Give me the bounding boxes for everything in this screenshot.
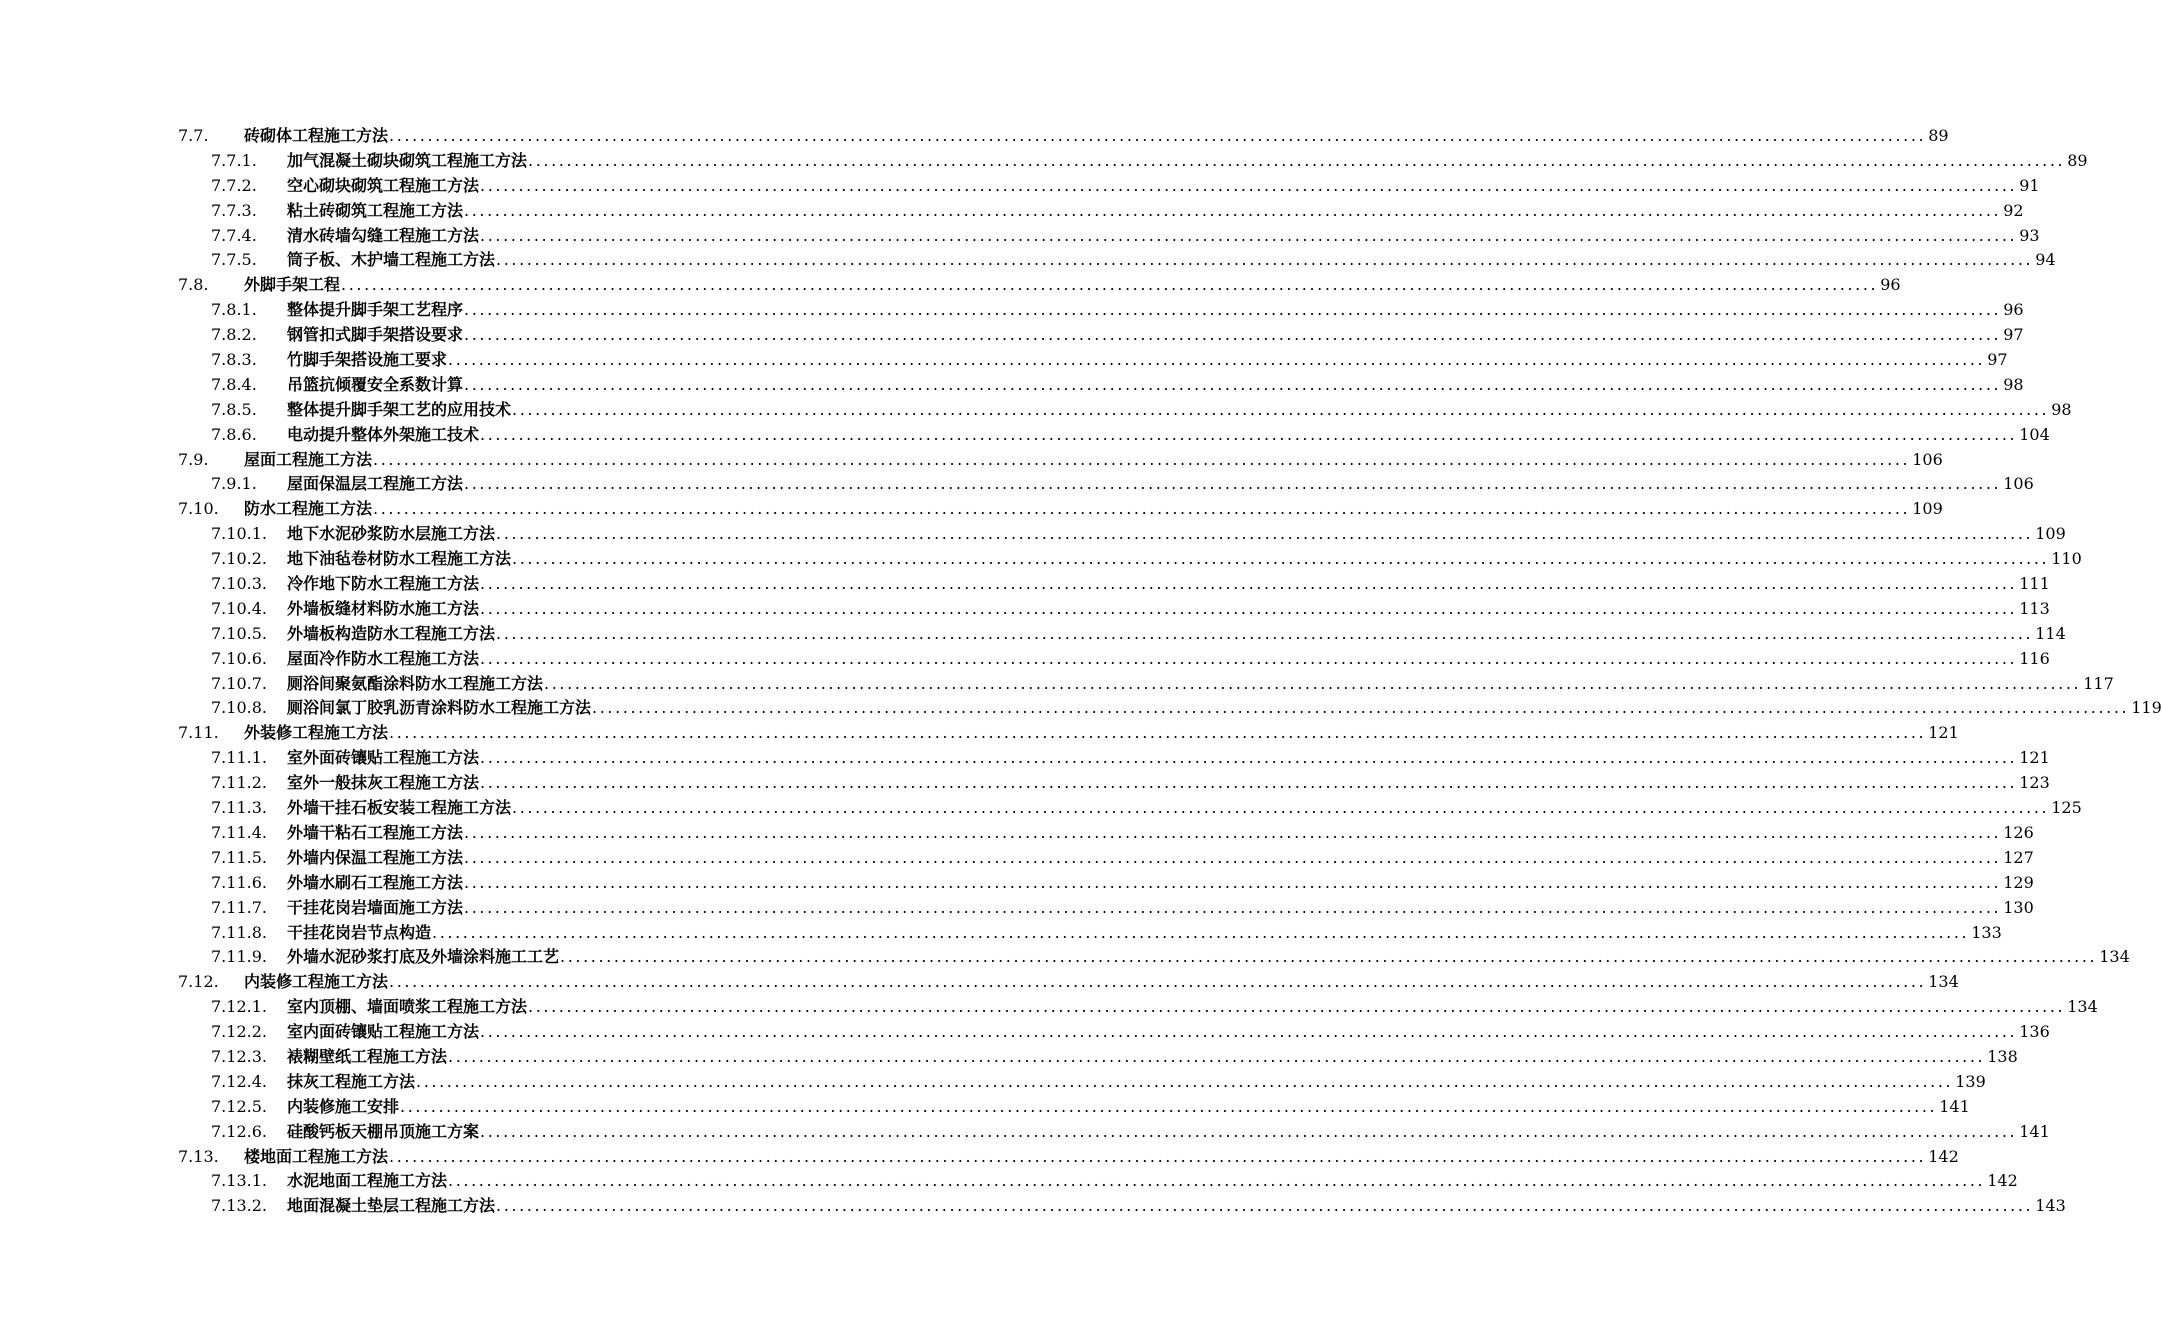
toc-page-number: 129 xyxy=(2003,872,2034,892)
toc-entry-line xyxy=(211,224,2040,249)
toc-section-title: 内装修施工安排 xyxy=(287,1096,400,1116)
toc-page-number: 111 xyxy=(2019,574,2050,594)
toc-section-number: 7.12.5. xyxy=(211,1096,267,1116)
toc-entry-line xyxy=(211,796,2082,821)
toc-entry-line xyxy=(211,647,2050,672)
toc-section-title: 水泥地面工程施工方法 xyxy=(287,1171,448,1191)
toc-section-number: 7.12.6. xyxy=(211,1121,267,1141)
toc-dot-leader: ........................................................................................................................................................................................................ xyxy=(544,673,2082,693)
toc-entry-line xyxy=(211,622,2066,647)
toc-entry[interactable] xyxy=(0,821,2034,846)
toc-page-number: 96 xyxy=(1880,275,1901,295)
toc-section-title: 室外面砖镶贴工程施工方法 xyxy=(287,748,480,768)
toc-section-title: 空心砌块砌筑工程施工方法 xyxy=(287,175,480,195)
toc-entry-line xyxy=(178,124,1949,149)
toc-dot-leader: ........................................................................................................................................................................................................ xyxy=(341,275,1879,295)
toc-section-title: 外墙干挂石板安装工程施工方法 xyxy=(287,798,512,818)
toc-dot-leader: ........................................................................................................................................................................................................ xyxy=(480,598,2018,618)
toc-section-number: 7.13. xyxy=(178,1146,219,1166)
toc-section-title: 屋面保温层工程施工方法 xyxy=(287,474,464,494)
toc-entry[interactable] xyxy=(0,224,2040,249)
toc-page-number: 121 xyxy=(1928,723,1959,743)
toc-page-number: 113 xyxy=(2019,598,2050,618)
toc-dot-leader: ........................................................................................................................................................................................................ xyxy=(496,623,2034,643)
toc-entry-line xyxy=(211,572,2050,597)
toc-dot-leader: ........................................................................................................................................................................................................ xyxy=(448,1171,1986,1191)
toc-page-number: 116 xyxy=(2019,648,2050,668)
toc-entry-line xyxy=(211,696,2162,721)
toc-dot-leader: ........................................................................................................................................................................................................ xyxy=(389,1146,1927,1166)
toc-page-number: 123 xyxy=(2019,773,2050,793)
toc-section-number: 7.8.6. xyxy=(211,424,257,444)
toc-page-number: 134 xyxy=(2067,997,2098,1017)
toc-entry-line xyxy=(211,821,2034,846)
toc-page-number: 89 xyxy=(1928,126,1949,145)
toc-entry-line xyxy=(178,970,1959,995)
toc-entry[interactable] xyxy=(0,149,2088,174)
toc-dot-leader: ........................................................................................................................................................................................................ xyxy=(592,698,2130,718)
toc-section-title: 外墙内保温工程施工方法 xyxy=(287,847,464,867)
toc-section-title: 外装修工程施工方法 xyxy=(244,723,389,743)
toc-dot-leader: ........................................................................................................................................................................................................ xyxy=(512,399,2050,419)
toc-entry-line xyxy=(211,348,2008,373)
toc-section-number: 7.10.5. xyxy=(211,623,267,643)
toc-entry[interactable] xyxy=(0,448,1943,473)
toc-entry[interactable] xyxy=(0,995,2098,1020)
toc-section-title: 筒子板、木护墙工程施工方法 xyxy=(287,250,496,270)
toc-dot-leader: ........................................................................................................................................................................................................ xyxy=(464,847,2002,867)
toc-entry-line xyxy=(211,746,2050,771)
toc-entry-line xyxy=(211,373,2024,398)
toc-entry[interactable] xyxy=(0,1145,1959,1170)
toc-entry[interactable] xyxy=(0,871,2034,896)
toc-page-number: 94 xyxy=(2035,250,2056,270)
toc-section-title: 抹灰工程施工方法 xyxy=(287,1071,416,1091)
toc-entry-line xyxy=(211,1020,2050,1045)
toc-entry[interactable] xyxy=(0,124,1949,149)
toc-entry[interactable] xyxy=(0,547,2082,572)
toc-section-title: 吊篮抗倾覆安全系数计算 xyxy=(287,374,464,394)
toc-page-number: 143 xyxy=(2035,1196,2066,1216)
toc-entry-line xyxy=(211,995,2098,1020)
toc-section-number: 7.7.4. xyxy=(211,225,257,245)
toc-entry[interactable] xyxy=(0,1194,2066,1219)
toc-section-title: 粘土砖砌筑工程施工方法 xyxy=(287,200,464,220)
toc-entry[interactable] xyxy=(0,721,1959,746)
toc-section-number: 7.8.3. xyxy=(211,350,257,370)
toc-entry[interactable] xyxy=(0,921,2002,946)
toc-section-title: 干挂花岗岩节点构造 xyxy=(287,922,432,942)
toc-entry[interactable] xyxy=(0,896,2034,921)
toc-section-number: 7.13.1. xyxy=(211,1171,267,1191)
toc-page-number: 127 xyxy=(2003,847,2034,867)
toc-dot-leader: ........................................................................................................................................................................................................ xyxy=(448,1046,1986,1066)
toc-dot-leader: ........................................................................................................................................................................................................ xyxy=(464,200,2002,220)
toc-section-number: 7.11.8. xyxy=(211,922,267,942)
toc-section-number: 7.9. xyxy=(178,449,209,469)
toc-section-number: 7.7.2. xyxy=(211,175,257,195)
toc-entry-line xyxy=(211,921,2002,946)
toc-page-number: 139 xyxy=(1955,1071,1986,1091)
toc-entry-line xyxy=(178,497,1943,522)
toc-entry[interactable] xyxy=(0,1070,1986,1095)
toc-section-number: 7.8.4. xyxy=(211,374,257,394)
toc-section-number: 7.11.7. xyxy=(211,897,267,917)
toc-page-number: 117 xyxy=(2083,673,2114,693)
toc-entry[interactable] xyxy=(0,572,2050,597)
toc-section-title: 外墙干粘石工程施工方法 xyxy=(287,822,464,842)
toc-page-number: 134 xyxy=(1928,972,1959,992)
toc-section-number: 7.11.4. xyxy=(211,822,267,842)
toc-entry-line xyxy=(211,323,2024,348)
toc-dot-leader: ........................................................................................................................................................................................................ xyxy=(416,1071,1954,1091)
toc-section-title: 整体提升脚手架工艺程序 xyxy=(287,300,464,320)
toc-section-title: 地面混凝土垫层工程施工方法 xyxy=(287,1196,496,1216)
toc-entry-line xyxy=(178,721,1959,746)
toc-page-number: 96 xyxy=(2003,300,2024,320)
toc-section-number: 7.9.1. xyxy=(211,474,257,494)
toc-section-title: 外墙板缝材料防水施工方法 xyxy=(287,598,480,618)
toc-section-number: 7.7. xyxy=(178,126,209,145)
toc-section-title: 外脚手架工程 xyxy=(244,275,341,295)
toc-section-number: 7.12.3. xyxy=(211,1046,267,1066)
toc-entry[interactable] xyxy=(0,522,2066,547)
toc-entry[interactable] xyxy=(0,348,2008,373)
toc-section-title: 裱糊壁纸工程施工方法 xyxy=(287,1046,448,1066)
toc-dot-leader: ........................................................................................................................................................................................................ xyxy=(389,972,1927,992)
toc-dot-leader: ........................................................................................................................................................................................................ xyxy=(528,150,2066,170)
toc-dot-leader: ........................................................................................................................................................................................................ xyxy=(448,350,1986,370)
toc-section-title: 楼地面工程施工方法 xyxy=(244,1146,389,1166)
toc-section-number: 7.12.1. xyxy=(211,997,267,1017)
toc-dot-leader: ........................................................................................................................................................................................................ xyxy=(464,872,2002,892)
toc-dot-leader: ........................................................................................................................................................................................................ xyxy=(480,748,2018,768)
toc-page-number: 136 xyxy=(2019,1022,2050,1042)
toc-page-number: 134 xyxy=(2099,947,2130,967)
table-of-contents xyxy=(0,124,2162,1219)
toc-section-number: 7.7.3. xyxy=(211,200,257,220)
toc-entry[interactable] xyxy=(0,846,2034,871)
toc-section-title: 内装修工程施工方法 xyxy=(244,972,389,992)
toc-entry[interactable] xyxy=(0,647,2050,672)
toc-dot-leader: ........................................................................................................................................................................................................ xyxy=(480,175,2018,195)
toc-entry-line xyxy=(178,1145,1959,1170)
toc-dot-leader: ........................................................................................................................................................................................................ xyxy=(373,499,1911,519)
toc-dot-leader: ........................................................................................................................................................................................................ xyxy=(480,773,2018,793)
toc-page-number: 104 xyxy=(2019,424,2050,444)
toc-entry-line xyxy=(211,896,2034,921)
toc-entry[interactable] xyxy=(0,672,2114,697)
toc-dot-leader: ........................................................................................................................................................................................................ xyxy=(560,947,2098,967)
toc-section-title: 地下油毡卷材防水工程施工方法 xyxy=(287,549,512,569)
toc-entry[interactable] xyxy=(0,1120,2050,1145)
toc-entry[interactable] xyxy=(0,597,2050,622)
toc-page-number: 106 xyxy=(1912,449,1943,469)
toc-dot-leader: ........................................................................................................................................................................................................ xyxy=(389,126,1927,145)
toc-entry-line xyxy=(211,298,2024,323)
toc-section-title: 清水砖墙勾缝工程施工方法 xyxy=(287,225,480,245)
toc-entry[interactable] xyxy=(0,174,2040,199)
toc-page-number: 98 xyxy=(2003,374,2024,394)
toc-section-number: 7.13.2. xyxy=(211,1196,267,1216)
toc-section-title: 外墙板构造防水工程施工方法 xyxy=(287,623,496,643)
toc-entry[interactable] xyxy=(0,1169,2018,1194)
toc-entry-line xyxy=(211,199,2024,224)
toc-section-title: 电动提升整体外架施工技术 xyxy=(287,424,480,444)
toc-dot-leader: ........................................................................................................................................................................................................ xyxy=(432,922,1970,942)
toc-section-number: 7.10.6. xyxy=(211,648,267,668)
toc-page-number: 92 xyxy=(2003,200,2024,220)
toc-entry-line xyxy=(211,423,2050,448)
toc-entry-line xyxy=(211,149,2088,174)
toc-section-number: 7.11.5. xyxy=(211,847,267,867)
toc-section-number: 7.11. xyxy=(178,723,219,743)
toc-section-number: 7.10.3. xyxy=(211,574,267,594)
toc-dot-leader: ........................................................................................................................................................................................................ xyxy=(496,1196,2034,1216)
toc-entry[interactable] xyxy=(0,1095,1970,1120)
toc-page-number: 121 xyxy=(2019,748,2050,768)
toc-entry[interactable] xyxy=(0,273,1901,298)
toc-page-number: 142 xyxy=(1928,1146,1959,1166)
toc-page-number: 141 xyxy=(2019,1121,2050,1141)
toc-section-title: 地下水泥砂浆防水层施工方法 xyxy=(287,524,496,544)
toc-page-number: 138 xyxy=(1987,1046,2018,1066)
toc-section-title: 加气混凝土砌块砌筑工程施工方法 xyxy=(287,150,528,170)
toc-section-number: 7.11.9. xyxy=(211,947,267,967)
toc-entry[interactable] xyxy=(0,373,2024,398)
toc-section-number: 7.12.2. xyxy=(211,1022,267,1042)
toc-dot-leader: ........................................................................................................................................................................................................ xyxy=(480,424,2018,444)
toc-dot-leader: ........................................................................................................................................................................................................ xyxy=(464,474,2002,494)
toc-page-number: 114 xyxy=(2035,623,2066,643)
toc-section-number: 7.10.2. xyxy=(211,549,267,569)
toc-entry[interactable] xyxy=(0,423,2050,448)
toc-entry[interactable] xyxy=(0,796,2082,821)
toc-entry[interactable] xyxy=(0,945,2130,970)
toc-page-number: 109 xyxy=(1912,499,1943,519)
toc-section-number: 7.10.8. xyxy=(211,698,267,718)
toc-page-number: 141 xyxy=(1939,1096,1970,1116)
toc-section-title: 硅酸钙板天棚吊顶施工方案 xyxy=(287,1121,480,1141)
toc-section-title: 防水工程施工方法 xyxy=(244,499,373,519)
toc-section-number: 7.11.3. xyxy=(211,798,267,818)
toc-page-number: 119 xyxy=(2131,698,2162,718)
toc-entry-line xyxy=(211,248,2056,273)
toc-dot-leader: ........................................................................................................................................................................................................ xyxy=(464,300,2002,320)
toc-entry-line xyxy=(211,1070,1986,1095)
toc-dot-leader: ........................................................................................................................................................................................................ xyxy=(480,225,2018,245)
toc-entry-line xyxy=(211,1045,2018,1070)
toc-entry-line xyxy=(211,1095,1970,1120)
toc-section-number: 7.11.2. xyxy=(211,773,267,793)
toc-entry-line xyxy=(178,273,1901,298)
toc-page-number: 125 xyxy=(2051,798,2082,818)
toc-section-title: 砖砌体工程施工方法 xyxy=(244,126,389,145)
toc-entry-line xyxy=(211,1120,2050,1145)
toc-section-number: 7.7.5. xyxy=(211,250,257,270)
toc-entry[interactable] xyxy=(0,398,2072,423)
toc-page-number: 93 xyxy=(2019,225,2040,245)
toc-dot-leader: ........................................................................................................................................................................................................ xyxy=(464,822,2002,842)
toc-entry[interactable] xyxy=(0,696,2162,721)
toc-dot-leader: ........................................................................................................................................................................................................ xyxy=(373,449,1911,469)
toc-entry-line xyxy=(211,1194,2066,1219)
toc-section-title: 室内顶棚、墙面喷浆工程施工方法 xyxy=(287,997,528,1017)
toc-section-number: 7.10.1. xyxy=(211,524,267,544)
toc-page-number: 97 xyxy=(1987,350,2008,370)
toc-dot-leader: ........................................................................................................................................................................................................ xyxy=(480,1121,2018,1141)
toc-entry-line xyxy=(211,1169,2018,1194)
toc-section-number: 7.10.4. xyxy=(211,598,267,618)
toc-dot-leader: ........................................................................................................................................................................................................ xyxy=(480,574,2018,594)
toc-page-number: 109 xyxy=(2035,524,2066,544)
toc-entry-line xyxy=(211,597,2050,622)
toc-section-title: 厕浴间聚氨酯涂料防水工程施工方法 xyxy=(287,673,544,693)
toc-entry-line xyxy=(211,945,2130,970)
toc-entry[interactable] xyxy=(0,298,2024,323)
toc-section-title: 室内面砖镶贴工程施工方法 xyxy=(287,1022,480,1042)
toc-page-number: 126 xyxy=(2003,822,2034,842)
toc-section-number: 7.12.4. xyxy=(211,1071,267,1091)
toc-dot-leader: ........................................................................................................................................................................................................ xyxy=(389,723,1927,743)
toc-entry[interactable] xyxy=(0,323,2024,348)
toc-entry[interactable] xyxy=(0,248,2056,273)
toc-section-number: 7.8. xyxy=(178,275,209,295)
toc-section-title: 冷作地下防水工程施工方法 xyxy=(287,574,480,594)
toc-entry-line xyxy=(211,672,2114,697)
toc-section-number: 7.7.1. xyxy=(211,150,257,170)
toc-section-number: 7.11.1. xyxy=(211,748,267,768)
toc-entry[interactable] xyxy=(0,622,2066,647)
toc-entry-line xyxy=(211,522,2066,547)
toc-section-title: 钢管扣式脚手架搭设要求 xyxy=(287,325,464,345)
toc-page-number: 97 xyxy=(2003,325,2024,345)
toc-entry-line xyxy=(211,871,2034,896)
toc-dot-leader: ........................................................................................................................................................................................................ xyxy=(464,897,2002,917)
toc-section-title: 竹脚手架搭设施工要求 xyxy=(287,350,448,370)
toc-entry[interactable] xyxy=(0,199,2024,224)
toc-section-number: 7.10. xyxy=(178,499,219,519)
toc-page-number: 130 xyxy=(2003,897,2034,917)
toc-dot-leader: ........................................................................................................................................................................................................ xyxy=(496,524,2034,544)
toc-page-number: 106 xyxy=(2003,474,2034,494)
toc-dot-leader: ........................................................................................................................................................................................................ xyxy=(480,648,2018,668)
toc-entry[interactable] xyxy=(0,497,1943,522)
toc-entry-line xyxy=(211,472,2034,497)
toc-dot-leader: ........................................................................................................................................................................................................ xyxy=(512,798,2050,818)
toc-section-title: 外墙水刷石工程施工方法 xyxy=(287,872,464,892)
toc-dot-leader: ........................................................................................................................................................................................................ xyxy=(512,549,2050,569)
toc-section-title: 干挂花岗岩墙面施工方法 xyxy=(287,897,464,917)
toc-entry-line xyxy=(211,846,2034,871)
toc-section-title: 屋面工程施工方法 xyxy=(244,449,373,469)
toc-entry-line xyxy=(211,398,2072,423)
toc-page-number: 133 xyxy=(1971,922,2002,942)
toc-section-number: 7.8.2. xyxy=(211,325,257,345)
toc-dot-leader: ........................................................................................................................................................................................................ xyxy=(464,325,2002,345)
toc-entry-line xyxy=(211,174,2040,199)
toc-page-number: 89 xyxy=(2067,150,2088,170)
toc-dot-leader: ........................................................................................................................................................................................................ xyxy=(400,1096,1938,1116)
toc-dot-leader: ........................................................................................................................................................................................................ xyxy=(496,250,2034,270)
toc-page-number: 110 xyxy=(2051,549,2082,569)
toc-section-number: 7.8.5. xyxy=(211,399,257,419)
toc-section-number: 7.11.6. xyxy=(211,872,267,892)
toc-entry-line xyxy=(211,547,2082,572)
toc-page-number: 91 xyxy=(2019,175,2040,195)
toc-section-title: 外墙水泥砂浆打底及外墙涂料施工工艺 xyxy=(287,947,560,967)
toc-dot-leader: ........................................................................................................................................................................................................ xyxy=(528,997,2066,1017)
toc-entry[interactable] xyxy=(0,746,2050,771)
toc-section-title: 整体提升脚手架工艺的应用技术 xyxy=(287,399,512,419)
toc-entry[interactable] xyxy=(0,472,2034,497)
toc-page-number: 98 xyxy=(2051,399,2072,419)
toc-section-number: 7.8.1. xyxy=(211,300,257,320)
toc-section-number: 7.10.7. xyxy=(211,673,267,693)
toc-entry-line xyxy=(211,771,2050,796)
toc-entry[interactable] xyxy=(0,1045,2018,1070)
toc-entry-line xyxy=(178,448,1943,473)
toc-dot-leader: ........................................................................................................................................................................................................ xyxy=(464,374,2002,394)
toc-entry[interactable] xyxy=(0,970,1959,995)
toc-section-title: 室外一般抹灰工程施工方法 xyxy=(287,773,480,793)
toc-entry[interactable] xyxy=(0,1020,2050,1045)
toc-page-number: 142 xyxy=(1987,1171,2018,1191)
toc-dot-leader: ........................................................................................................................................................................................................ xyxy=(480,1022,2018,1042)
toc-section-number: 7.12. xyxy=(178,972,219,992)
toc-entry[interactable] xyxy=(0,771,2050,796)
toc-section-title: 厕浴间氯丁胶乳沥青涂料防水工程施工方法 xyxy=(287,698,592,718)
toc-section-title: 屋面冷作防水工程施工方法 xyxy=(287,648,480,668)
